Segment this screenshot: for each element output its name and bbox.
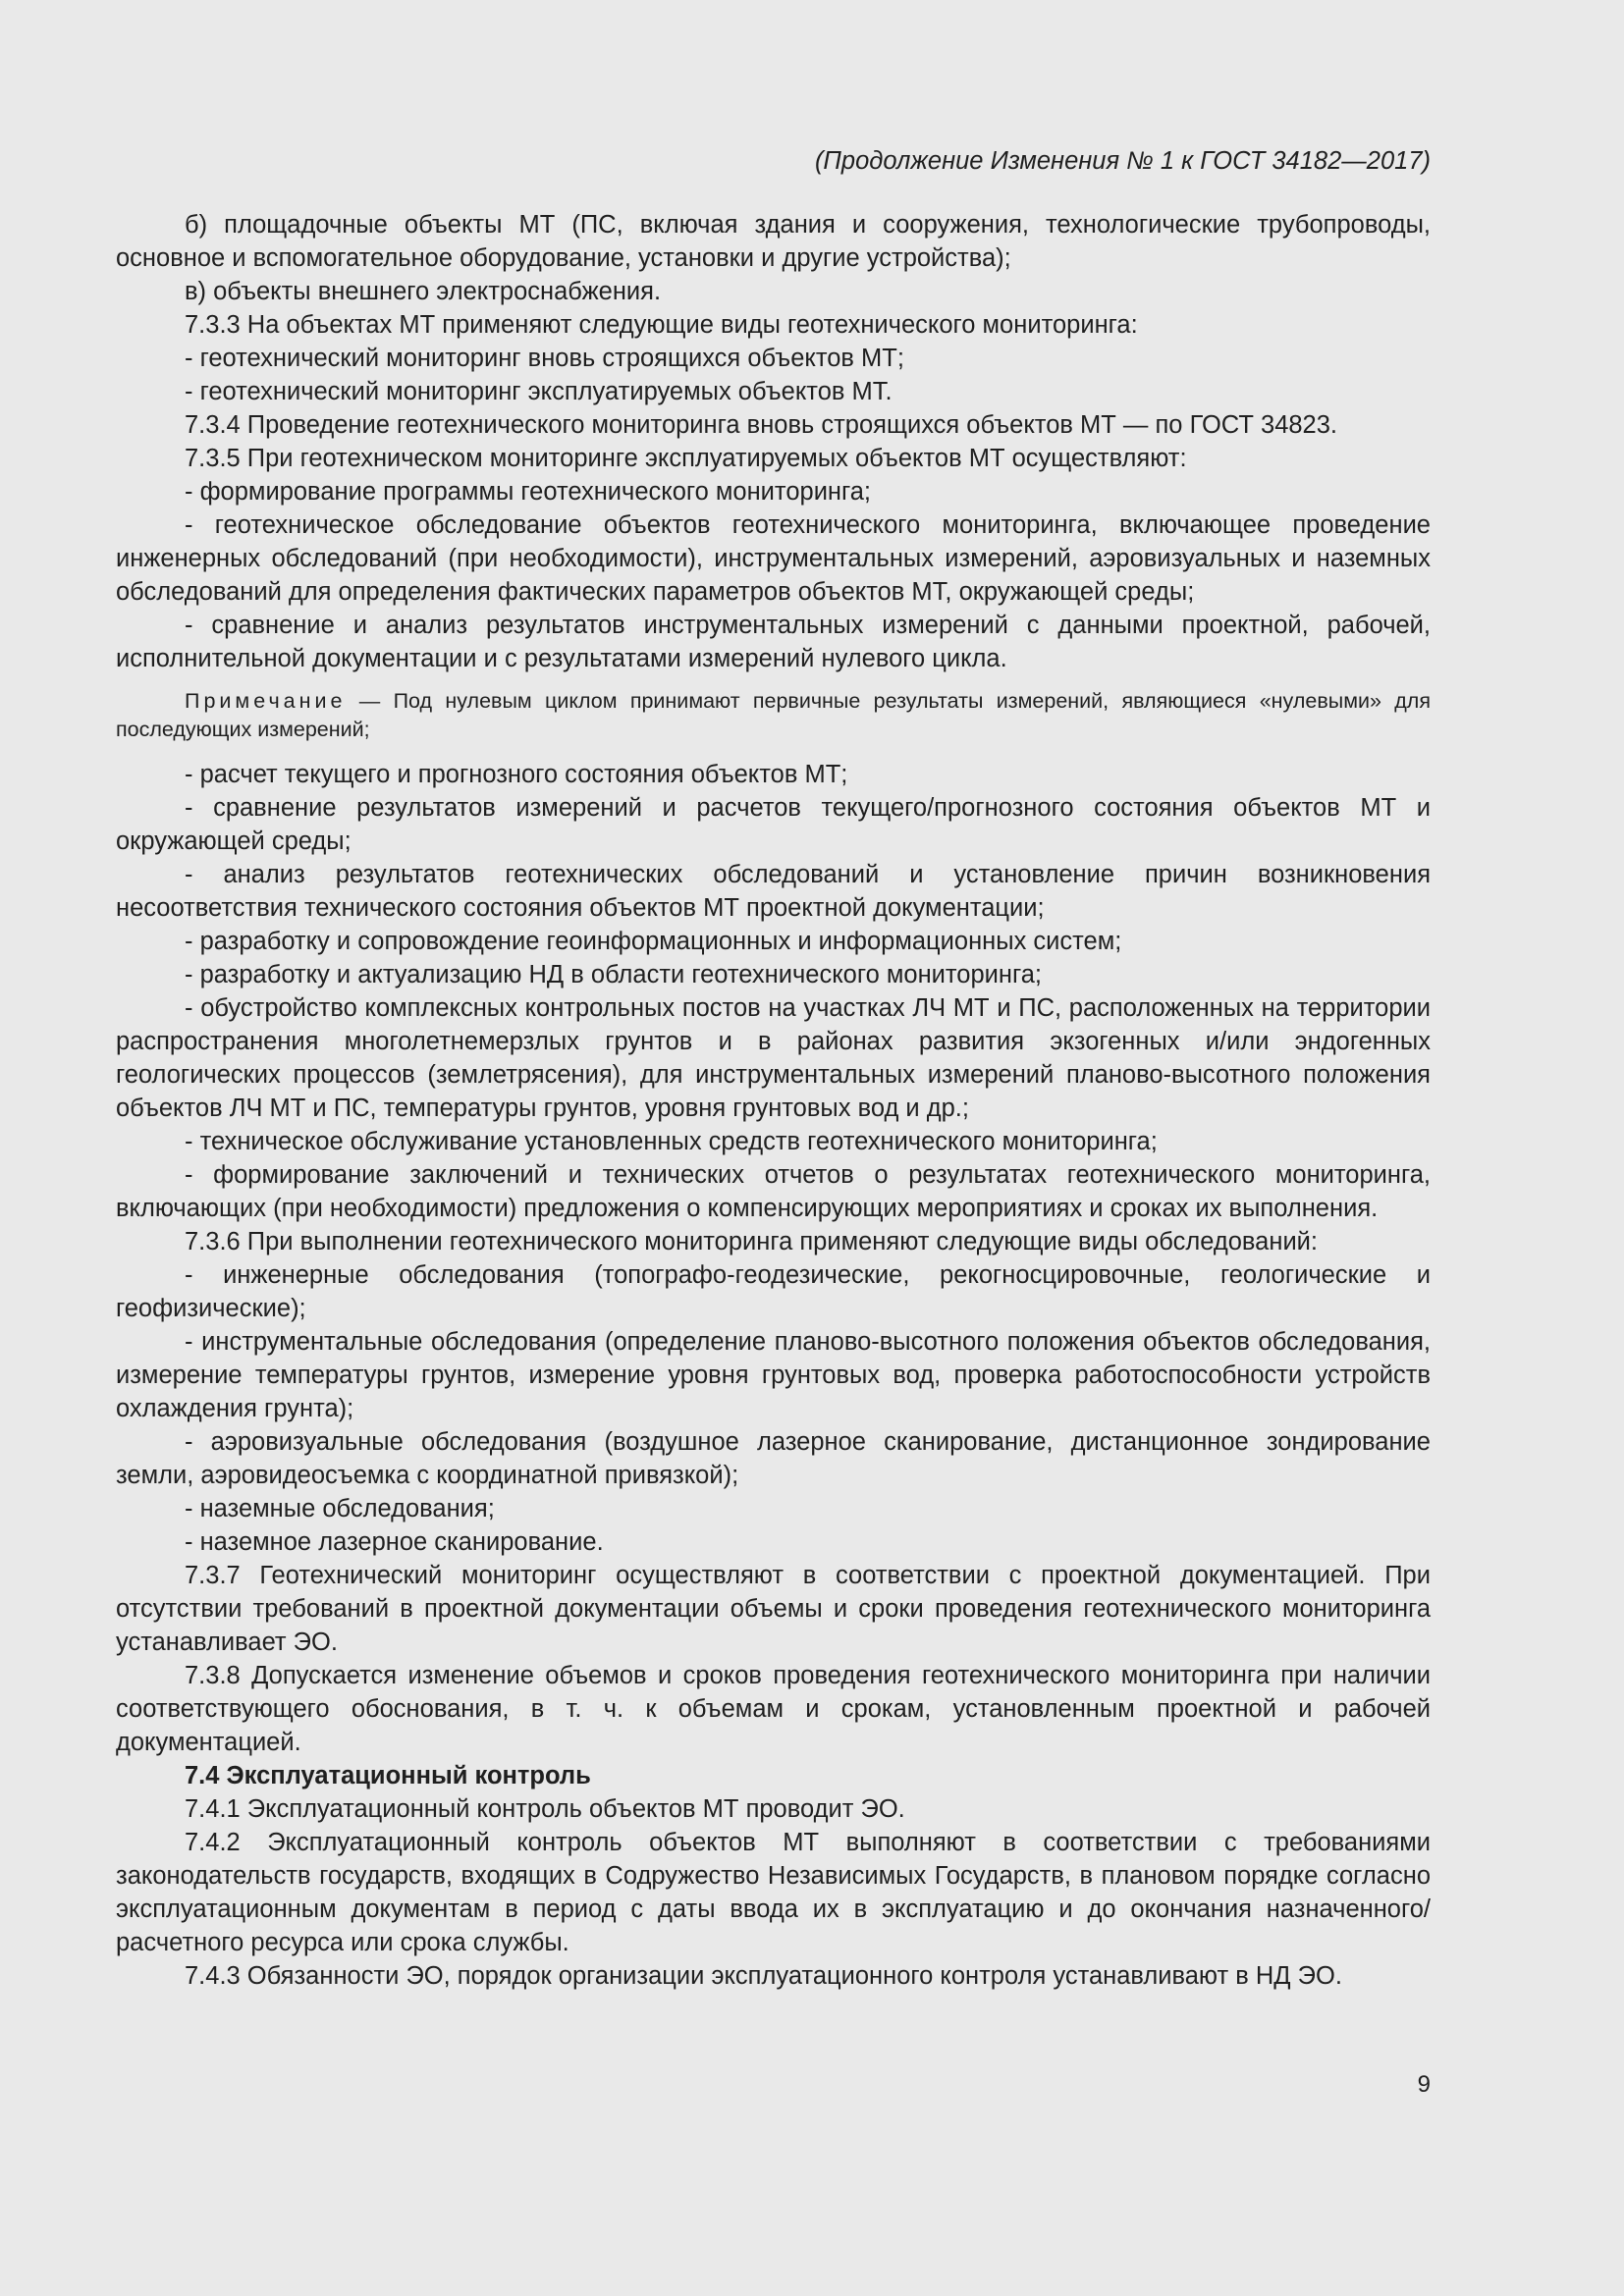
- paragraph: - техническое обслуживание установленных средств геотехнического мониторинга;: [185, 1128, 1158, 1155]
- paragraph: - инженерные обследования (топографо-геодезические, рекогносцировочные, геологические и геофизические);: [116, 1261, 1431, 1322]
- paragraph: 7.4.2 Эксплуатационный контроль объектов МТ выполняют в соответствии с требованиями законодательств государств, входящих в Содружество Независимых Государств, в плановом порядке согласно эксплуатационным документам в период с даты ввода их в эксплуатацию и до окончания назначенного/расчетного ресурса или срока службы.: [116, 1829, 1431, 1956]
- paragraph: 7.4.1 Эксплуатационный контроль объектов МТ проводит ЭО.: [185, 1795, 905, 1823]
- paragraph: - разработку и сопровождение геоинформационных и информационных систем;: [185, 928, 1122, 955]
- paragraph: - геотехнический мониторинг вновь строящихся объектов МТ;: [185, 345, 904, 372]
- paragraph: 7.3.5 При геотехническом мониторинге эксплуатируемых объектов МТ осуществляют:: [185, 445, 1187, 472]
- paragraph: - наземные обследования;: [185, 1495, 495, 1522]
- paragraph: - геотехнический мониторинг эксплуатируемых объектов МТ.: [185, 378, 893, 405]
- paragraph: б) площадочные объекты МТ (ПС, включая здания и сооружения, технологические трубопроводы, основное и вспомогательное оборудование, установки и другие устройства);: [116, 211, 1431, 272]
- page-number: 9: [1417, 2071, 1431, 2098]
- paragraph: 7.3.3 На объектах МТ применяют следующие виды геотехнического мониторинга:: [185, 311, 1138, 339]
- section-heading: 7.4 Эксплуатационный контроль: [185, 1762, 591, 1789]
- paragraph: - расчет текущего и прогнозного состояния объектов МТ;: [185, 761, 848, 788]
- paragraph: 7.3.4 Проведение геотехнического мониторинга вновь строящихся объектов МТ — по ГОСТ 34823.: [185, 411, 1338, 439]
- paragraph: - геотехническое обследование объектов геотехнического мониторинга, включающее проведение инженерных обследований (при необходимости), инструментальных измерений, аэровизуальных и наземных обследований для определения фактических параметров объектов МТ, окружающей среды;: [116, 511, 1431, 606]
- paragraph: - разработку и актуализацию НД в области геотехнического мониторинга;: [185, 961, 1042, 988]
- note: [116, 687, 1431, 744]
- paragraph: - анализ результатов геотехнических обследований и установление причин возникновения несоответствия технического состояния объектов МТ проектной документации;: [116, 861, 1431, 922]
- paragraph: - формирование заключений и технических отчетов о результатах геотехнического мониторинга, включающих (при необходимости) предложения о компенсирующих мероприятиях и сроках их выполнения.: [116, 1161, 1431, 1222]
- paragraph: - обустройство комплексных контрольных постов на участках ЛЧ МТ и ПС, расположенных на территории распространения многолетнемерзлых грунтов и в районах развития экзогенных и/или эндогенных геологических процессов (землетрясения), для инструментальных измерений планово-высотного положения объектов ЛЧ МТ и ПС, температуры грунтов, уровня грунтовых вод и др.;: [116, 994, 1431, 1122]
- paragraph: - формирование программы геотехнического мониторинга;: [185, 478, 872, 506]
- body-text: [116, 208, 1431, 1993]
- paragraph: в) объекты внешнего электроснабжения.: [185, 278, 662, 305]
- running-header: (Продолжение Изменения № 1 к ГОСТ 34182—2017): [814, 147, 1431, 175]
- paragraph: - аэровизуальные обследования (воздушное лазерное сканирование, дистанционное зондирование земли, аэровидеосъемка с координатной привязкой);: [116, 1428, 1431, 1489]
- paragraph: - наземное лазерное сканирование.: [185, 1528, 604, 1556]
- paragraph: 7.4.3 Обязанности ЭО, порядок организации эксплуатационного контроля устанавливают в НД ЭО.: [185, 1962, 1342, 1990]
- paragraph: 7.3.8 Допускается изменение объемов и сроков проведения геотехнического мониторинга при наличии соответствующего обоснования, в т. ч. к объемам и срокам, установленным проектной и рабочей документацией.: [116, 1662, 1431, 1756]
- paragraph: - сравнение результатов измерений и расчетов текущего/прогнозного состояния объектов МТ и окружающей среды;: [116, 794, 1431, 855]
- note-label: Примечание: [185, 689, 347, 713]
- paragraph: - сравнение и анализ результатов инструментальных измерений с данными проектной, рабочей, исполнительной документации и с результатами измерений нулевого цикла.: [116, 612, 1431, 672]
- paragraph: 7.3.6 При выполнении геотехнического мониторинга применяют следующие виды обследований:: [185, 1228, 1319, 1255]
- paragraph: - инструментальные обследования (определение планово-высотного положения объектов обследования, измерение температуры грунтов, измерение уровня грунтовых вод, проверка работоспособности устройств охлаждения грунта);: [116, 1328, 1431, 1422]
- paragraph: 7.3.7 Геотехнический мониторинг осуществляют в соответствии с проектной документацией. При отсутствии требований в проектной документации объемы и сроки проведения геотехнического мониторинга устанавливает ЭО.: [116, 1562, 1431, 1656]
- note-text: — Под нулевым циклом принимают первичные результаты измерений, являющиеся «нулевыми» для последующих измерений;: [116, 689, 1431, 741]
